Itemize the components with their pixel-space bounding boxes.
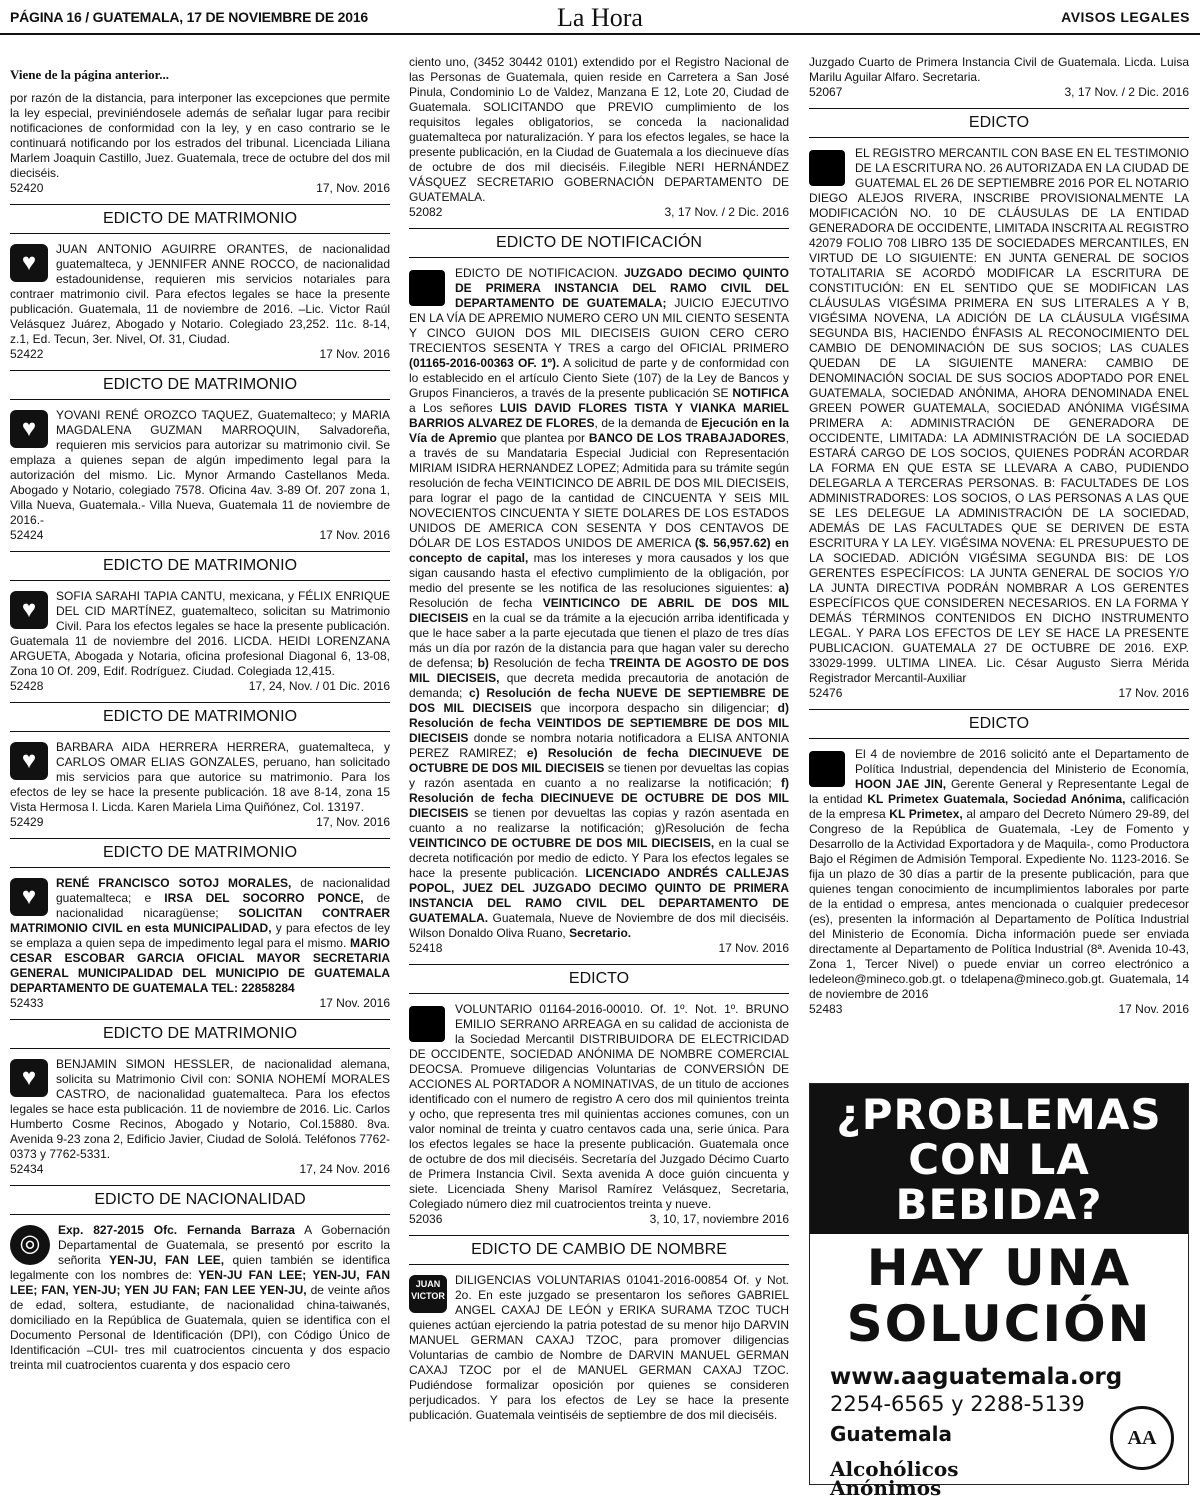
plain-text: se tienen por devueltas las copias y razón asentada en cuanto a no realizarse la notificación; g)Resolución de fecha <box>409 806 789 835</box>
wedding-couple-icon: ♥ <box>10 410 48 448</box>
edict-title: EDICTO DE MATRIMONIO <box>10 551 390 581</box>
edict-title: EDICTO DE MATRIMONIO <box>10 702 390 732</box>
edict-text: YOVANI RENÉ OROZCO TAQUEZ, Guatemalteco; y MARIA MAGDALENA GUZMAN MARROQUIN, Salvadoreña, requieren mis servicios para autorizar su matrimonio civil. Se emplaza a quienes sepan de algún impedimento legal para la autorización del mismo. Lic. Mynor Armando Castellanos Meda. Abogado y Notario, colegiado 7578. Oficina 4av. 3-89 Of. 207 zona 1, Villa Nueva, Guatemala.- Villa Nueva, Guatemala 11 de noviembre de 2016.- <box>10 408 390 527</box>
plain-text: de nacionalidad nicaragüense; <box>56 891 390 920</box>
column-2 <box>409 55 789 1423</box>
bold-text: KL Primetex, <box>889 807 963 821</box>
plain-text: A solicitud de parte y de conformidad con lo establecido en el artículo Ciento Siete (107) de la Ley de Bancos y Grupos Financieros, a través de la presente publicación SE <box>409 356 789 400</box>
edict-code: 52036 <box>409 1212 443 1226</box>
notice-code: 52067 <box>809 85 843 99</box>
edict-title: EDICTO DE CAMBIO DE NOMBRE <box>409 1235 789 1265</box>
edict-voluntario <box>409 964 789 1227</box>
edict-footer <box>409 1212 789 1227</box>
plain-text: A Gobernación Departamental de Guatemala, se presentó por escrito la señorita <box>58 1223 390 1267</box>
edict-footer <box>10 996 390 1011</box>
ad-line: SOLUCIÓN <box>846 1295 1152 1353</box>
bold-text: d) Resolución de fecha VEINTIDOS DE SEPTIEMBRE DE DOS MIL DIECISEIS <box>409 701 789 745</box>
edict-matrimonio-4 <box>10 702 390 830</box>
plain-text: de nacionalidad guatemalteca; e <box>56 876 390 905</box>
plain-text: que plantea por <box>496 431 589 445</box>
edict-date: 17, 24 Nov. 2016 <box>299 1162 390 1176</box>
edict-title: EDICTO DE NACIONALIDAD <box>10 1185 390 1215</box>
page-header <box>0 0 1200 34</box>
plain-text: Guatemala, Nueve de Noviembre de dos mil dieciséis. Wilson Donaldo Oliva Ruano, <box>409 911 789 940</box>
plain-text: , de la demanda de <box>594 416 702 430</box>
edict-registro-mercantil <box>809 108 1189 701</box>
plain-text: y para efectos de ley se emplaza a quien sepa de impedimento legal para el mismo. <box>10 921 390 950</box>
plain-text: quien también se identifica legalmente con los nombres de: <box>10 1253 390 1282</box>
plain-text: Resolución de fecha <box>409 596 543 610</box>
edict-text: BENJAMIN SIMON HESSLER, de nacionalidad alemana, solicita su Matrimonio Civil con: SONIA NOHEMÍ MORALES CASTRO, de nacionalidad guatemalteca. Para los efectos legales se hace esta publicación. 11 de noviembre de 2016. Lic. Carlos Humberto Cosme Recinos, Abogado y Notario, Col.15880. 8va. Avenida 9-23 zona 2, Edificio Javier, Ciudad de Sololá. Teléfonos 7762-0373 y 7762-5331. <box>10 1057 390 1161</box>
notice-footer <box>10 181 390 196</box>
bold-text: KL Primetex Guatemala, Sociedad Anónima, <box>867 792 1126 806</box>
notice-date: 3, 17 Nov. / 2 Dic. 2016 <box>1064 85 1189 99</box>
edict-text <box>409 266 789 941</box>
bold-text: LICENCIADO ANDRÉS CALLEJAS POPOL, JUEZ DEL JUZGADO DECIMO QUINTO DE PRIMERA INSTANCIA DEL RAMO CIVIL DEL DEPARTAMENTO DE GUATEMALA. <box>409 866 789 925</box>
bold-text: ($. 56,957.62) en concepto de capital, <box>409 536 789 565</box>
edict-matrimonio-2 <box>10 370 390 543</box>
square-icon <box>809 150 845 186</box>
edict-date: 17 Nov. 2016 <box>319 528 390 542</box>
edict-text <box>809 747 1189 1002</box>
edict-text <box>10 1223 390 1373</box>
ad-line: ¿PROBLEMAS <box>836 1090 1162 1139</box>
bold-text: VEINTICINCO DE OCTUBRE DE DOS MIL DIECISEIS, <box>409 836 715 850</box>
notice-text: Juzgado Cuarto de Primera Instancia Civil de Guatemala. Licda. Luisa Marilu Aguilar Alfaro. Secretaria. <box>809 55 1189 84</box>
notice-footer <box>409 205 789 220</box>
edict-cambio-nombre <box>409 1235 789 1423</box>
edict-nacionalidad <box>10 1185 390 1373</box>
notice-date: 17, Nov. 2016 <box>316 181 390 195</box>
edict-code: 52433 <box>10 996 44 1010</box>
notice-footer <box>809 85 1189 100</box>
ad-city: Guatemala <box>830 1422 952 1446</box>
edict-date: 17 Nov. 2016 <box>1118 1002 1189 1016</box>
edict-date: 17 Nov. 2016 <box>319 347 390 361</box>
edict-kl-primetex <box>809 709 1189 1017</box>
continued-note: Viene de la página anterior... <box>10 67 170 82</box>
aa-logo-icon: AA <box>1110 1406 1174 1470</box>
bold-text: a) <box>778 581 789 595</box>
bold-text: IRSA DEL SOCORRO PONCE, <box>164 891 364 905</box>
wedding-couple-icon: ♥ <box>10 244 48 282</box>
wedding-couple-icon: ♥ <box>10 878 48 916</box>
plain-text: mas los intereses y mora causados y los que sigan causando hasta el efectivo cumplimiento de la obligación, por medio del presente se les notifica de las resoluciones siguientes: <box>409 551 790 595</box>
edict-footer <box>10 528 390 543</box>
edict-date: 17 Nov. 2016 <box>1118 686 1189 700</box>
plain-text: al amparo del Decreto Número 29-89, del Congreso de la República de Guatemala, -Ley de Fomento y Desarrollo de la Actividad Exportadora y de Maquila-, como Productora Bajo el Régimen de Admisión Temporal. Expediente No. 1123-2016. Se fija un plazo de 30 días a partir de la presente publicación, para que quienes tengan conocimiento de incumplimientos laborales por parte de la entidad o empresa, antes mencionada o cualquier predecesor (es), presenten la información al Departamento de Política Industrial del Ministerio de Economía. Dicha información puede ser enviada directamente al Departamento de Política Industrial (8ª. Avenida 10-43, Zona 1, Tercer Nivel) o puede enviar un correo electrónico a ledeleon@mineco.gob.gt. o tdelapena@mineco.gob.gt. Guatemala, 14 de noviembre de 2016 <box>809 807 1189 1001</box>
edict-code: 52483 <box>809 1002 843 1016</box>
edict-footer <box>409 941 789 956</box>
edict-footer <box>10 815 390 830</box>
column-1 <box>10 55 390 1373</box>
edict-footer <box>10 347 390 362</box>
bold-text: VEINTICINCO DE ABRIL DE DOS MIL DIECISEIS <box>409 596 789 625</box>
edict-title: EDICTO <box>409 964 789 994</box>
bold-text: RENÉ FRANCISCO SOTOJ MORALES, <box>56 876 292 890</box>
bold-text: NOTIFICA <box>732 386 789 400</box>
header-divider <box>0 33 1200 35</box>
edict-matrimonio-3 <box>10 551 390 694</box>
edict-text: SOFIA SARAHI TAPIA CANTU, mexicana, y FÉLIX ENRIQUE DEL CID MARTÍNEZ, guatemalteco, solicitan su Matrimonio Civil. Para los efectos legales se hace la presente publicación. Guatemala 11 de noviembre del 2016. LICDA. HEIDI LORENZANA ARGUETA, Abogada y Notaria, oficina profesional Diagonal 6, 13-08, Zona 10 Of. 209, Edif. Rodríguez. Ciudad. Colegiada 12,415. <box>10 589 390 678</box>
newspaper-logo: La Hora <box>557 3 643 32</box>
plain-text: Resolución de fecha <box>488 656 610 670</box>
edict-footer <box>809 1002 1189 1017</box>
plain-text: en la cual se decreta notificación por medio de edicto. Y Para los efectos legales se hace la presente publicación. <box>409 836 789 880</box>
notice-date: 3, 17 Nov. / 2 Dic. 2016 <box>664 205 789 219</box>
bold-text: TREINTA DE AGOSTO DE DOS MIL DIECISEIS, <box>409 656 789 685</box>
edict-matrimonio-1 <box>10 204 390 362</box>
edict-title: EDICTO DE MATRIMONIO <box>10 1019 390 1049</box>
edict-date: 17 Nov. 2016 <box>718 941 789 955</box>
plain-text: EDICTO DE NOTIFICACION. <box>455 266 624 280</box>
edict-date: 17, 24, Nov. / 01 Dic. 2016 <box>248 679 390 693</box>
plain-text: Gerente General y Representante Legal de la entidad <box>809 777 1189 806</box>
bold-text: BANCO DE LOS TRABAJADORES <box>588 431 786 445</box>
edict-title: EDICTO <box>809 108 1189 138</box>
ad-website: www.aaguatemala.org <box>830 1364 1123 1390</box>
edict-notificacion <box>409 228 789 956</box>
edict-title: EDICTO DE MATRIMONIO <box>10 838 390 868</box>
bold-text: LUIS DAVID FLORES TISTA Y VIANKA MARIEL BARRIOS ALVAREZ DE FLORES <box>409 401 789 430</box>
globe-icon: ◎ <box>10 1225 50 1265</box>
edict-text <box>10 876 390 996</box>
edict-code: 52424 <box>10 528 44 542</box>
bold-text: Secretario. <box>569 926 632 940</box>
bold-text: MARIO CESAR ESCOBAR GARCIA OFICIAL MAYOR SECRETARIA GENERAL MUNICIPALIDAD DEL MUNICIPIO DE GUATEMALA DEPARTAMENTO DE GUATEMALA TEL: 22858284 <box>10 936 390 995</box>
edict-footer <box>809 686 1189 701</box>
bold-text: YEN-JU, FAN LEE, <box>109 1253 225 1267</box>
ad-org-line: Anónimos <box>830 1476 942 1500</box>
edict-title: EDICTO DE MATRIMONIO <box>10 204 390 234</box>
juan-victor-logo-icon: JUAN VICTOR <box>409 1275 447 1313</box>
notice-text: ciento uno, (3452 30442 0101) extendido por el Registro Nacional de las Personas de Guatemala, quien reside en Carretera a San José Pinula, Condominio Lo de Valdez, Manzana E 12, Lote 20, Ciudad de Guatemala. SOLICITANDO que PREVIO cumplimiento de los requisitos legales obligatorios, se conceda la nacionalidad guatemalteca por naturalización. Y para los efectos legales, se hace la presente publicación, en la Ciudad de Guatemala a los diecinueve días de octubre de dos mil dieciséis. F.ilegible NERI HERNÁNDEZ VÁSQUEZ SECRETARIO GOBERNACIÓN DEPARTAMENTO DE GUATEMALA. <box>409 55 789 204</box>
bold-text: JUZGADO DECIMO QUINTO DE PRIMERA INSTANCIA DEL RAMO CIVIL DEL DEPARTAMENTO DE GUATEMALA; <box>455 266 789 310</box>
edict-title: EDICTO <box>809 709 1189 739</box>
wedding-couple-icon: ♥ <box>10 1059 48 1097</box>
ad-line: HAY UNA <box>866 1239 1132 1297</box>
plain-text: calificación de la empresa <box>809 792 1189 821</box>
edict-code: 52428 <box>10 679 44 693</box>
plain-text: de veinte años de edad, soltera, estudiante, de nacionalidad china-taiwanés, domiciliado en la República de Guatemala, quien se identifica con el Documento Personal de Identificación (DPI), con Código Único de Identificación –CUI- tres mil cuatrocientos cincuenta y dos espacio treinta mil cuatrocientos cuarenta y dos espacio cero <box>10 1283 390 1372</box>
bold-text: HOON JAE JIN, <box>855 777 947 791</box>
plain-text: JUICIO EJECUTIVO EN LA VÍA DE APREMIO NUMERO CERO UN MIL CIENTO SESENTA Y CINCO GUION DOS MIL DIECISEIS GUION CERO CERO TRECIENTOS SESENTA Y TRES a cargo del OFICIAL PRIMERO <box>409 296 789 355</box>
bold-text: (01165-2016-00363 OF. 1º). <box>409 356 560 370</box>
aa-advertisement <box>809 1083 1189 1500</box>
ad-subheadline <box>810 1234 1188 1352</box>
ad-line: CON LA <box>908 1135 1090 1184</box>
wedding-couple-icon: ♥ <box>10 591 48 629</box>
plain-text: se tienen por devueltas las copias y razón asentada en cuanto a no realizarse la notificación; <box>409 761 789 790</box>
ad-line: BEBIDA? <box>895 1180 1103 1229</box>
edict-code: 52422 <box>10 347 44 361</box>
edict-matrimonio-6 <box>10 1019 390 1177</box>
square-icon <box>809 751 845 787</box>
plain-text: El 4 de noviembre de 2016 solicitó ante el Departamento de Política Industrial, dependencia del Ministerio de Economía, <box>855 747 1189 776</box>
plain-text: donde se nombra notaria notificadora a ELISA ANTONIA PEREZ RAMIREZ; <box>409 731 789 760</box>
edict-text: DILIGENCIAS VOLUNTARIAS 01041-2016-00854 Of. y Not. 2o. En este juzgado se presentaron los señores GABRIEL ANGEL CAXAJ DE LEÓN y ERIKA SURAMA TZOC TUCH quienes actúan ejerciendo la patria potestad de su menor hijo DARVIN MANUEL GERMAN CAXAJ TZOC, para promover diligencias Voluntarias de cambio de Nombre de DARVIN MANUEL GERMAN CAXAJ TZOC por el de MANUEL GERMAN CAXAJ TZOC. Pudiéndose formalizar oposición por quienes se consideren perjudicados. Y para los efectos de Ley se hace la presente publicación. Guatemala veintiséis de septiembre de dos mil dieciséis. <box>409 1273 789 1422</box>
section-title: AVISOS LEGALES <box>1061 9 1190 25</box>
square-icon <box>409 1006 445 1042</box>
notice-text: por razón de la distancia, para interponer las excepciones que permite la ley especial, previniéndosele además de señalar lugar para recibir notificaciones de conformidad con la ley, y en caso contrario se le continuará notificando por los estrados del tribunal. Licenciada Liliana Marlem Joaquin Castillo, Juez. Guatemala, trece de octubre del dos mil dieciséis. <box>10 91 390 180</box>
edict-code: 52476 <box>809 686 843 700</box>
edict-date: 17, Nov. 2016 <box>316 815 390 829</box>
bold-text: Ejecución en la Vía de Apremio <box>409 416 789 445</box>
edict-text: JUAN ANTONIO AGUIRRE ORANTES, de nacionalidad guatemalteca, y JENNIFER ANNE ROCCO, de nacionalidad estadounidense, requieren mis servicios notariales para contraer matrimonio civil. Para efectos legales se hace la presente publicación. Guatemala, 11 de noviembre de 2016. –Lic. Victor Raúl Velásquez Juárez, Abogado y Notario. Colegiado 23,252. 11c. 8-14, z.1, Ed. Tecun, 3er. Nivel, Of. 31, Ciudad. <box>10 242 390 346</box>
bold-text: f) Resolución de fecha DIECINUEVE DE OCTUBRE DE DOS MIL DIECISEIS <box>409 776 789 820</box>
square-icon <box>409 270 445 306</box>
bold-text: e) Resolución de fecha DIECINUEVE DE OCTUBRE DE DOS MIL DIECISEIS <box>409 746 790 775</box>
edict-text: EL REGISTRO MERCANTIL CON BASE EN EL TESTIMONIO DE LA ESCRITURA NO. 26 AUTORIZADA EN LA CIUDAD DE GUATEMAL EL 26 DE SEPTIEMBRE 2016 POR EL NOTARIO DIEGO ALEJOS RIVERA, INSCRIBE PROVISIONALMENTE LA MODIFICACIÓN NO. 10 DE CLÁUSULAS DE LA ENTIDAD GENERADORA DE OCCIDENTE, LIMITADA INSCRITA AL REGISTRO 42079 FOLIO 708 LIBRO 135 DE SOCIEDADES MERCANTILES, EN VIRTUD DE LO SIGUIENTE: EN JUNTA GENERAL DE SOCIOS TOTALITARIA SE ACORDÓ MODIFICAR LA ESCRITURA DE CONSTITUCIÓN: EN EL SENTIDO QUE SE MODIFICAN LAS CLÁUSULAS VIGÉSIMA PRIMERA EN SUS LITERALES A Y B, VIGÉSIMA NOVENA, LA ADICIÓN DE LA CLÁUSULA VIGÉSIMA SEGUNDA BIS, HACIENDO ÉNFASIS AL RECONOCIMIENTO DEL CAMBIO DE DENOMINACIÓN DE SUS SOCIOS; LAS CUALES QUEDAN DE LA SIGUIENTE MANERA: CAMBIO DE DENOMINACIÓN SOCIAL DE SUS SOCIOS ADOPTADO POR ENEL GUATEMALA, SOCIEDAD ANÓNIMA, AHORA DENOMINADA ENEL GREEN POWER GUATEMALA, SOCIEDAD ANÓNIMA VIGÉSIMA PRIMERA A: ADMINISTRACIÓN DE GENERADORA DE OCCIDENTE, LIMITADA: LA ADMINISTRACIÓN DE LA SOCIEDAD ESTARÁ CARGO DE LOS SOCIOS, QUIENES PODRÁN ACORDAR LA FORMA EN QUE ESTA SE LLEVARA A CABO, PUDIENDO DELEGARLA A TERCERAS PERSONAS. B: FACULTADES DE LOS ADMINISTRADORES: LOS SOCIOS, O LAS PERSONAS A LAS QUE SE LES DELEGUE LA ADMINISTRACIÓN DE LA SOCIEDAD, ADEMÁS DE LAS FACULTADES QUE SE DERIVEN DE ESTA ESCRITURA Y LA LEY. VIGÉSIMA NOVENA: EL PRESUPUESTO DE LA SOCIEDAD. ADICIÓN VIGÉSIMA SEGUNDA BIS: DE LOS GERENTES ESPECÍFICOS: LA JUNTA GENERAL DE SOCIOS Y/O LA JUNTA DIRECTIVA PODRÁN NOMBRAR A LOS GERENTES ESPECÍFICOS QUE CONSIDEREN NECESARIOS. EN LA FORMA Y DEMÁS TÉRMINOS CONTENIDOS EN DICHO INSTRUMENTO LEGAL. Y PARA LOS EFECTOS DE LEY SE HACE LA PRESENTE PUBLICACION. GUATEMALA 27 DE OCTUBRE DE 2016. EXP. 33029-1999. ULTIMA LINEA. Lic. César Augusto Sierra Mérida Registrador Mercantil-Auxiliar <box>809 146 1189 685</box>
plain-text: que decreta medida precautoria de anotación de demanda; <box>409 671 789 700</box>
plain-text: que incorpora despacho sin diligenciar; <box>531 701 778 715</box>
column-3 <box>809 55 1189 1017</box>
edict-code: 52418 <box>409 941 443 955</box>
edict-footer <box>10 1162 390 1177</box>
bold-text: b) <box>477 656 489 670</box>
edict-text: BARBARA AIDA HERRERA HERRERA, guatemalteca, y CARLOS OMAR ELIAS GONZALES, peruano, han solicitado mis servicios para que autorice su matrimonio. Para los efectos de ley se hace la presente publicación. 18 ave 8-14, zona 15 Vista Hermosa I. Licda. Karen Mariela Lima Quiñónez, Col. 13197. <box>10 740 390 814</box>
wedding-couple-icon: ♥ <box>10 742 48 780</box>
ad-phones: 2254-6565 y 2288-5139 <box>830 1392 1085 1416</box>
bold-text: YEN-JU FAN LEE; YEN-JU, FAN LEE; FAN, YEN-JU; YEN JU FAN; FAN LEE YEN-JU, <box>10 1268 390 1297</box>
edict-code: 52429 <box>10 815 44 829</box>
edict-code: 52434 <box>10 1162 44 1176</box>
plain-text: a Los señores <box>409 401 500 415</box>
notice-code: 52420 <box>10 181 44 195</box>
plain-text: en la cual se da trámite a la ejecución arriba identificada y que le hace saber a la parte ejecutada que tienen el plazo de tres días más un día por razón de la distancia para que hagan valer su derecho de defensa; <box>409 611 789 670</box>
bold-text: c) Resolución de fecha NUEVE DE SEPTIEMBRE DE DOS MIL DIECISEIS <box>409 686 789 715</box>
edict-date: 17 Nov. 2016 <box>319 996 390 1010</box>
edict-date: 3, 10, 17, noviembre 2016 <box>649 1212 789 1226</box>
edict-text: VOLUNTARIO 01164-2016-00010. Of. 1º. Not. 1º. BRUNO EMILIO SERRANO ARREAGA en su calidad de accionista de la Sociedad Mercantil DISTRIBUIDORA DE ELECTRICIDAD DE OCCIDENTE, SOCIEDAD ANÓNIMA DE NOMBRE COMERCIAL DEOCSA. Promueve diligencias Voluntarias de CONVERSIÓN DE ACCIONES AL PORTADOR A NOMINATIVAS, de un titulo de acciones identificado con el numero de registro A cero dos mil quinientos treinta y ocho, que representa tres mil quinientas acciones comunes, con un valor nominal de treinta y cuatro centavos cada una, serie única. Para los efectos legales se hace la presente publicación. Guatemala once de octubre de dos mil dieciséis. Secretaría del Juzgado Décimo Cuarto de Primera Instancia Civil. Sexta avenida A doce guión cincuenta y siete. Licenciada Sheny Marisol Ramírez Velásquez, Secretaria, Colegiado número diez mil cuatrocientos treinta y nueve. <box>409 1002 789 1211</box>
edict-title: EDICTO DE MATRIMONIO <box>10 370 390 400</box>
bold-text: SOLICITAN CONTRAER MATRIMONIO CIVIL en esta MUNICIPALIDAD, <box>10 906 390 935</box>
ad-org-line: Alcohólicos <box>830 1457 959 1481</box>
edict-matrimonio-5 <box>10 838 390 1011</box>
plain-text: , a través de su Mandataria Especial Judicial con Representación MIRIAM ISIDRA HERNANDEZ LOPEZ; Admitida para su trámite según resolución de fecha VEINTICINCO DE ABRIL DE DOS MIL DIECISEIS, para lograr el pago de la cantidad de CINCUENTA Y SEIS MIL NOVECIENTOS CINCUENTA Y SIETE DOLARES DE LOS ESTADOS UNIDOS DE AMERICA CON SESENTA Y DOS CENTAVOS DE DÓLAR DE LOS ESTADOS UNIDOS DE AMERICA <box>409 431 789 550</box>
notice-code: 52082 <box>409 205 443 219</box>
bold-text: Exp. 827-2015 Ofc. Fernanda Barraza <box>58 1223 295 1237</box>
page-number-date: PÁGINA 16 / GUATEMALA, 17 DE NOVIEMBRE DE 2016 <box>10 9 368 25</box>
ad-headline <box>810 1084 1188 1234</box>
edict-title: EDICTO DE NOTIFICACIÓN <box>409 228 789 258</box>
edict-footer <box>10 679 390 694</box>
